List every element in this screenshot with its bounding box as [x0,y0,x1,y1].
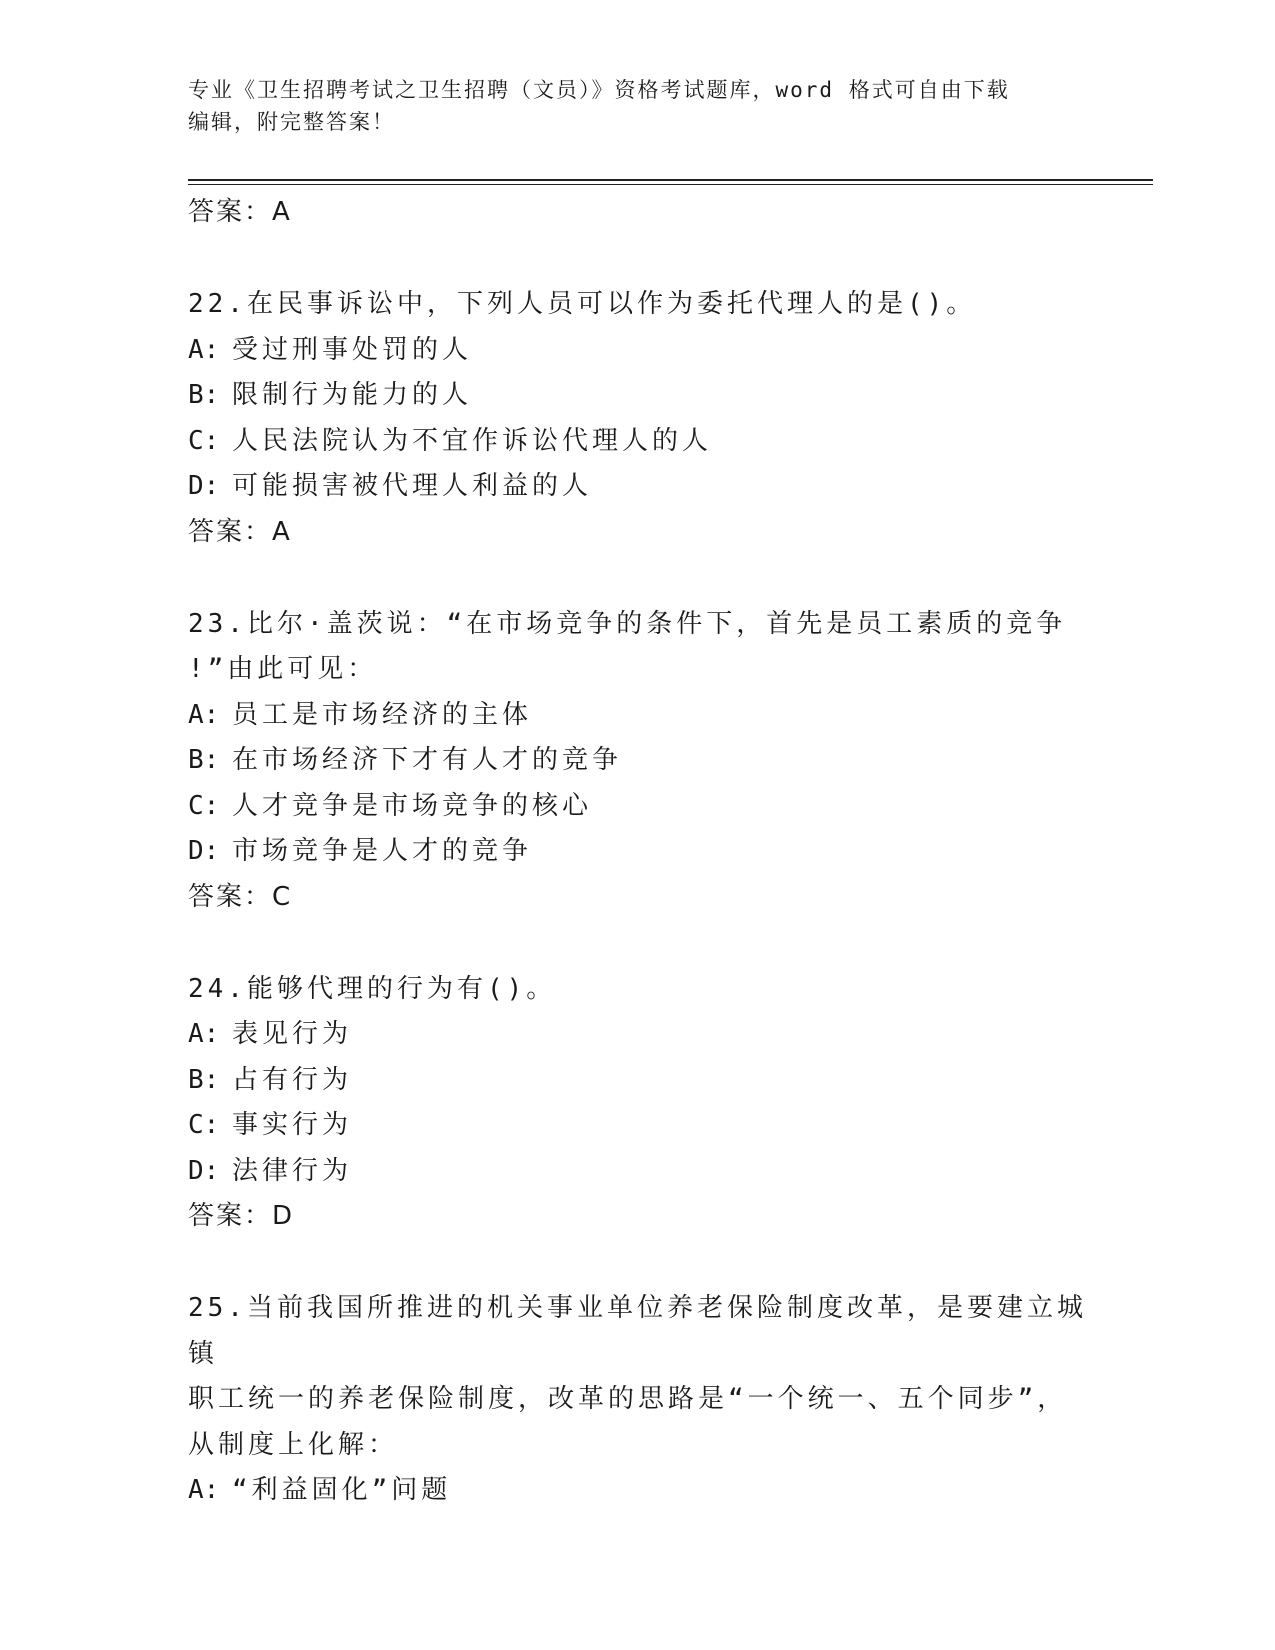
question-stem-line: !”由此可见： [188,654,378,684]
question-stem [188,1286,1108,1468]
option-text: “利益固化”问题 [232,1475,452,1505]
option-letter: A: [188,1019,220,1049]
option-d [188,464,1108,510]
spacer [188,920,1108,967]
question-stem-line: 24.能够代理的行为有()。 [188,973,557,1004]
option-b [188,738,1108,784]
option-c [188,1103,1108,1149]
option-letter: B: [188,380,220,410]
option-text: 人民法院认为不宜作诉讼代理人的人 [232,425,713,456]
option-c [188,419,1108,465]
option-letter: D: [188,836,220,866]
question-stem-line: 22.在民事诉讼中，下列人员可以作为委托代理人的是()。 [188,289,977,319]
option-letter: D: [188,471,220,501]
option-text: 受过刑事处罚的人 [232,334,473,365]
header-divider-thin [188,184,1153,185]
option-letter: B: [188,1064,220,1095]
option-a [188,328,1108,374]
option-text: 人才竞争是市场竞争的核心 [232,790,593,821]
document-header [188,74,1088,138]
question-stem [188,282,1108,328]
option-d [188,829,1108,875]
option-b [188,1058,1108,1104]
spacer [188,555,1108,602]
header-divider [188,179,1153,181]
option-text: 可能损害被代理人利益的人 [232,471,593,501]
option-letter: C: [188,1110,220,1140]
question-stem [188,602,1108,693]
question-block [188,1286,1108,1514]
question-list [188,190,1108,1514]
question-block [188,282,1108,555]
spacer [188,235,1108,282]
question-block [188,967,1108,1240]
question-stem [188,967,1108,1013]
option-text: 市场竞争是人才的竞争 [232,836,533,866]
option-a [188,1012,1108,1058]
option-c [188,784,1108,830]
question-block [188,602,1108,920]
answer-line: 答案：D [188,1201,295,1231]
option-letter: D: [188,1155,220,1186]
option-a [188,1468,1108,1514]
option-letter: B: [188,745,220,775]
answer-line: 答案：A [188,516,292,547]
spacer [188,1239,1108,1286]
option-letter: A: [188,334,220,365]
option-letter: A: [188,1475,220,1505]
question-stem-line: 从制度上化解： [188,1429,399,1460]
option-a [188,693,1108,739]
option-text: 限制行为能力的人 [232,380,473,410]
header-line-1: 专业《卫生招聘考试之卫生招聘（文员）》资格考试题库，word 格式可自由下载 [188,78,1010,102]
option-text: 员工是市场经济的主体 [232,699,533,730]
option-letter: C: [188,790,220,821]
option-letter: C: [188,425,220,456]
answer-line: 答案：A [188,197,292,227]
answer-line: 答案：C [188,881,293,912]
option-text: 在市场经济下才有人才的竞争 [232,745,623,775]
header-line-2: 编辑，附完整答案！ [188,110,395,134]
question-stem-line: 职工统一的养老保险制度，改革的思路是“一个统一、五个同步”， [188,1384,1068,1414]
option-text: 事实行为 [232,1110,353,1140]
option-text: 表见行为 [232,1019,353,1049]
question-stem-line: 23.比尔·盖茨说：“在市场竞争的条件下，首先是员工素质的竞争 [188,608,1067,639]
option-d [188,1149,1108,1195]
option-letter: A: [188,699,220,730]
option-b [188,373,1108,419]
option-text: 占有行为 [232,1064,353,1095]
option-text: 法律行为 [232,1155,353,1186]
question-stem-line: 25.当前我国所推进的机关事业单位养老保险制度改革，是要建立城镇 [188,1293,1087,1369]
